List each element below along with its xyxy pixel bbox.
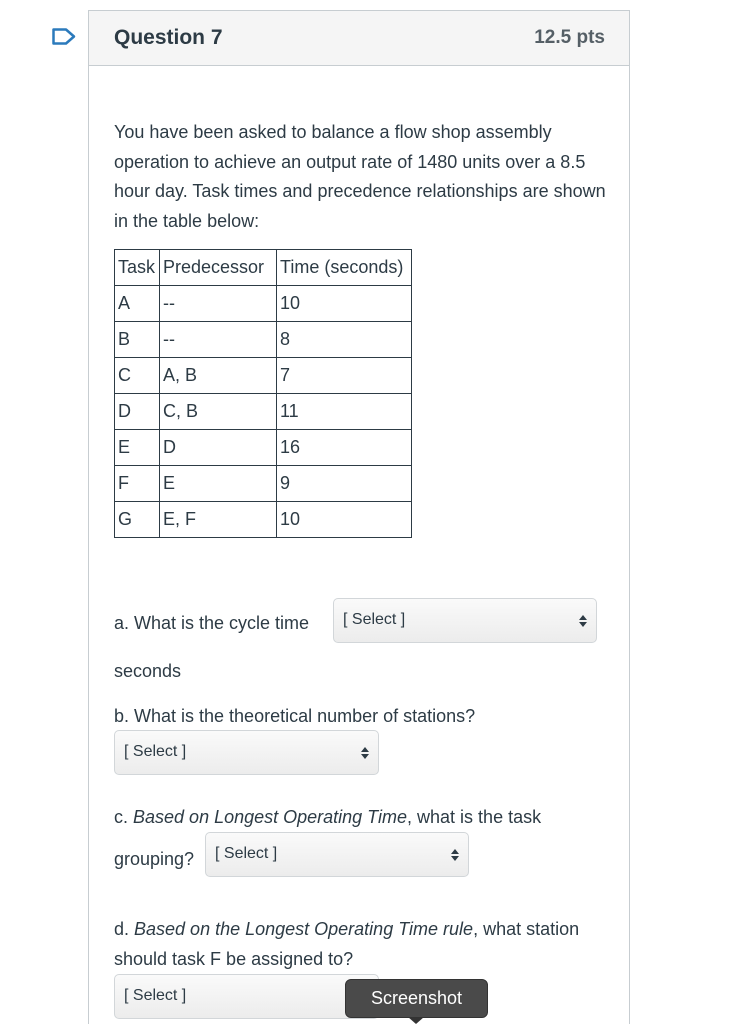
table-row <box>115 466 412 502</box>
part-d-select-value: [ Select ] <box>124 987 187 1004</box>
part-c-prefix: c. <box>114 807 134 827</box>
part-d-rest: , what station should task F be assigned to? <box>114 919 580 969</box>
task-cell: E <box>115 430 160 466</box>
part-b-question: b. What is the theoretical number of stations? <box>114 706 476 726</box>
table-row <box>115 322 412 358</box>
predecessor-cell: E, F <box>160 502 277 538</box>
part-d-italic: Based on the Longest Operating Time rule <box>134 919 474 939</box>
question-header <box>89 11 629 66</box>
table-row <box>115 502 412 538</box>
select-arrows-icon <box>360 746 370 760</box>
time-cell: 10 <box>277 502 412 538</box>
question-intro: You have been asked to balance a flow shop assembly operation to achieve an output rate of 1480 units over a 8.5 hour day. Task times and precedence relationships are shown in the table below: <box>114 122 606 231</box>
task-cell: D <box>115 394 160 430</box>
part-c-question <box>114 802 541 832</box>
part-a-select-value: [ Select ] <box>343 611 406 628</box>
predecessor-cell: A, B <box>160 358 277 394</box>
question-title: Question 7 <box>114 26 223 49</box>
predecessor-cell: D <box>160 430 277 466</box>
time-cell: 7 <box>277 358 412 394</box>
part-d-prefix: d. <box>114 919 135 939</box>
task-cell: B <box>115 322 160 358</box>
time-cell: 8 <box>277 322 412 358</box>
task-cell: F <box>115 466 160 502</box>
select-arrows-icon <box>450 848 460 862</box>
table-header-predecessor: Predecessor <box>160 250 277 286</box>
table-row <box>115 394 412 430</box>
part-c-select-value: [ Select ] <box>215 845 278 862</box>
table-row <box>115 286 412 322</box>
screenshot-tooltip: Screenshot <box>345 979 488 1018</box>
predecessor-cell: -- <box>160 286 277 322</box>
part-a-suffix: seconds <box>114 661 182 681</box>
task-table <box>114 249 412 538</box>
table-header-time: Time (seconds) <box>277 250 412 286</box>
table-header-task: Task <box>115 250 160 286</box>
table-row <box>115 430 412 466</box>
time-cell: 9 <box>277 466 412 502</box>
part-b-select-value: [ Select ] <box>124 743 187 760</box>
table-row <box>115 358 412 394</box>
part-a-select[interactable] <box>333 598 597 643</box>
time-cell: 16 <box>277 430 412 466</box>
predecessor-cell: C, B <box>160 394 277 430</box>
time-cell: 10 <box>277 286 412 322</box>
predecessor-cell: -- <box>160 322 277 358</box>
predecessor-cell: E <box>160 466 277 502</box>
part-d-question <box>114 914 609 974</box>
table-header-row <box>115 250 412 286</box>
time-cell: 11 <box>277 394 412 430</box>
part-a-question: a. What is the cycle time <box>114 613 310 633</box>
task-cell: G <box>115 502 160 538</box>
question-card <box>88 10 630 1024</box>
part-b-select[interactable] <box>114 730 379 775</box>
tooltip-tail <box>408 1017 424 1024</box>
question-points: 12.5 pts <box>534 27 605 48</box>
part-c-italic: Based on Longest Operating Time <box>133 807 408 827</box>
flag-question-icon[interactable] <box>52 28 76 45</box>
part-c-line2: grouping? <box>114 849 195 869</box>
select-arrows-icon <box>578 614 588 628</box>
part-c-rest: , what is the task <box>407 807 542 827</box>
task-cell: A <box>115 286 160 322</box>
part-c-select[interactable] <box>205 832 469 877</box>
part-d-select[interactable] <box>114 974 379 1019</box>
task-cell: C <box>115 358 160 394</box>
